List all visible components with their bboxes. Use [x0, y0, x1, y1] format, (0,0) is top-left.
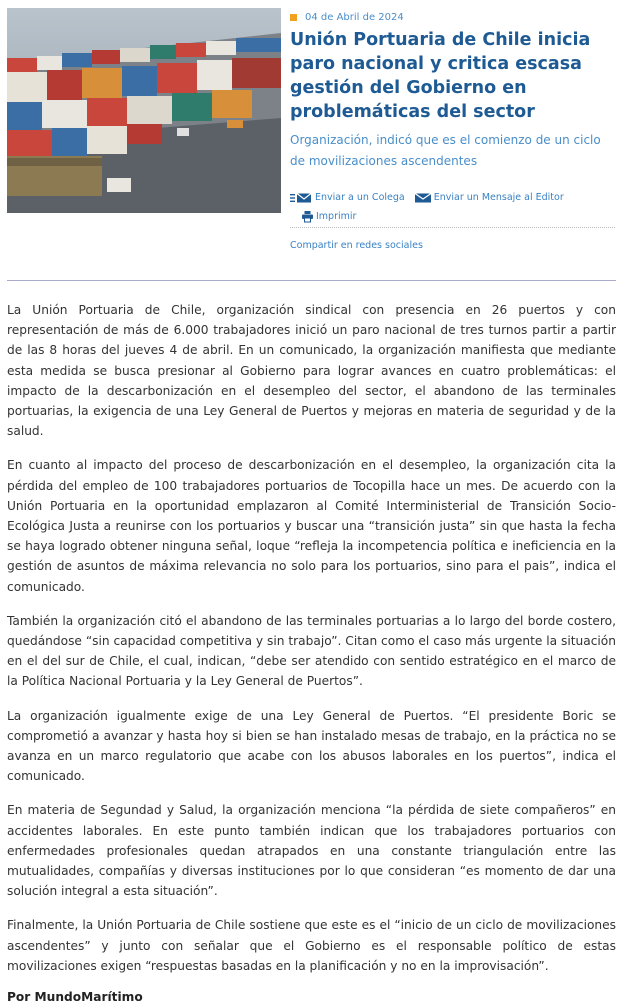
article-actions	[290, 188, 618, 228]
paragraph-3: También la organización citó el abandono de las terminales portuarias a lo largo del borde costero, quedándose “sin capacidad competitiva y sin trabajo”. Citan como el caso más urgente la situación en el del sur de Chile, el cual, indican, “debe ser atendido con sentido estratégico en el marco de la Política Nacional Portuaria y la Ley General de Puertos”.	[7, 613, 616, 689]
paragraph-2: En cuanto al impacto del proceso de descarbonización en el desempleo, la organización cita la pérdida del empleo de 100 trabajadores portuarios de Tocopilla hace un mes. De acuerdo con la Unión Portuaria en la oportunidad emplazaron al Comité Interministerial de Transición Socio-Ecológica Justa a reunirse con los portuarios y buscar una “transición justa” sin que hasta la fecha se haya logrado obtener ninguna señal, loque “refleja la incompetencia política e ineficiencia en la gestión de asuntos de máxima relevancia no solo para los portuarios, sino para el pais”, indica el comunicado.	[7, 458, 616, 594]
envelope-icon	[415, 193, 431, 203]
article-body	[7, 300, 616, 1004]
article-date: 04 de Abril de 2024	[305, 11, 404, 23]
print-label: Imprimir	[316, 211, 357, 222]
send-colleague-link[interactable]	[290, 192, 405, 203]
paragraph-6: Finalmente, la Unión Portuaria de Chile sostiene que este es el “inicio de un ciclo de movilizaciones ascendentes” y junto con señalar que el Gobierno es el responsable político de estas movilizaciones exigen “respuestas basadas en la planificación y no en la improvisación”.	[7, 918, 616, 973]
send-editor-label: Enviar un Mensaje al Editor	[433, 192, 564, 203]
article-title: Unión Portuaria de Chile inicia paro nacional y critica escasa gestión del Gobierno en problemáticas del sector	[290, 30, 591, 122]
date-row	[290, 10, 618, 24]
share-social-link[interactable]: Compartir en redes sociales	[290, 240, 423, 251]
paragraph-1: La Unión Portuaria de Chile, organización sindical con presencia en 26 puertos y con representación de más de 6.000 trabajadores inició un paro nacional de tres turnos partir a partir de las 8 horas del jueves 4 de abril. En un comunicado, la organización manifiesta que mediante esta medida se busca presionar al Gobierno para lograr avances en cuatro problemáticas: el impacto de la descarbonización en el desempleo del sector, el abandono de las terminales portuarias, la exigencia de una Ley General de Puertos y mejoras en materia de seguridad y de la salud.	[7, 303, 616, 439]
header-divider	[7, 280, 616, 281]
send-colleague-label: Enviar a un Colega	[315, 192, 405, 203]
print-link[interactable]	[302, 211, 356, 222]
printer-icon	[302, 211, 313, 222]
article-byline: Por MundoMarítimo	[7, 990, 143, 1004]
article-photo	[7, 8, 281, 213]
article-header	[290, 10, 618, 251]
actions-separator	[290, 227, 615, 228]
article-subtitle: Organización, indicó que es el comienzo de un ciclo de movilizaciones ascendentes	[290, 133, 601, 168]
send-editor-link[interactable]	[415, 192, 564, 203]
paragraph-4: La organización igualmente exige de una Ley General de Puertos. “El presidente Boric se comprometió a avanzar y hasta hoy si bien se han instalado mesas de trabajo, en la práctica no se avanza en un marco regulatorio que acabe con los abusos laborales en los puertos”, indica el comunicado.	[7, 708, 616, 784]
date-bullet-icon	[290, 14, 297, 21]
paragraph-5: En materia de Segundad y Salud, la organización menciona “la pérdida de siete compañeros” en accidentes laborales. En este punto también indican que los trabajadores portuarios con enfermedades profesionales quedan atrapados en una constante triangulación entre las mutualidades, compañías y diversas instituciones por lo que consideran “es momento de dar una solución integral a esta situación”.	[7, 803, 616, 899]
email-list-icon	[290, 193, 312, 203]
